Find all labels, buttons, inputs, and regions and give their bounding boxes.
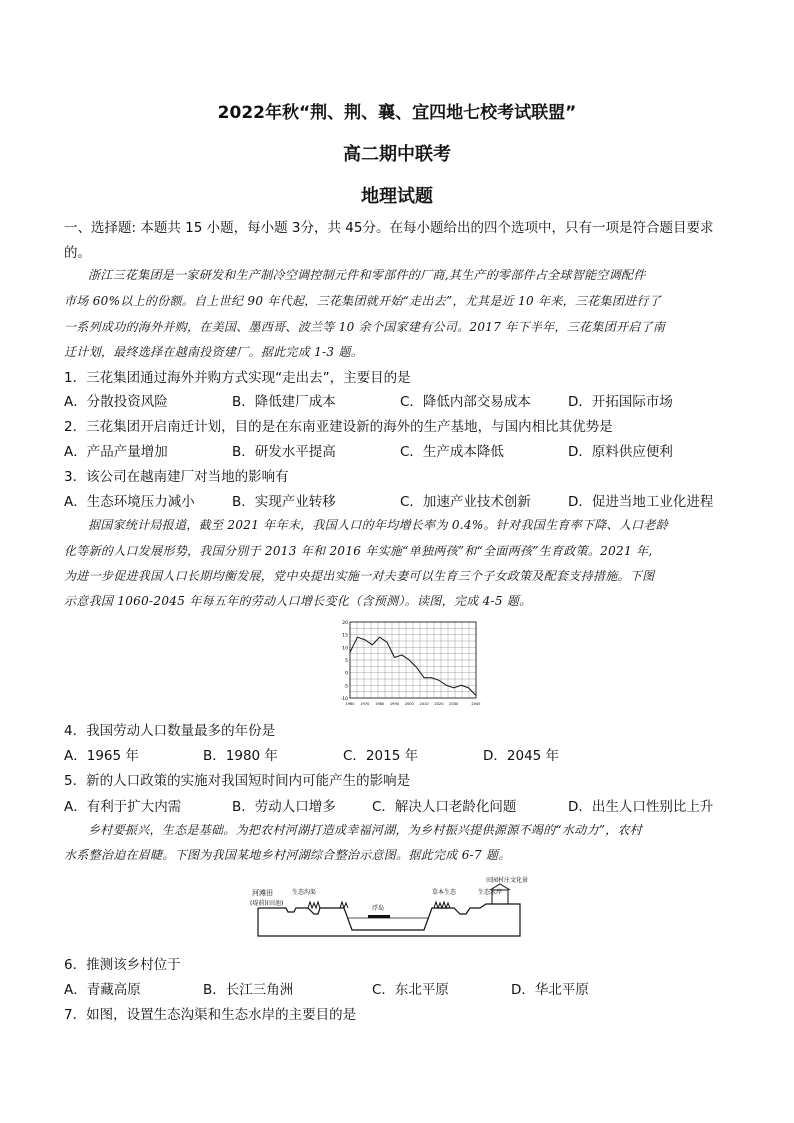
question-4-stem: 4．我国劳动人口数量最多的年份是 xyxy=(64,723,276,739)
q2-option-d[interactable]: D．原料供应便利 xyxy=(568,444,673,460)
y-tick-label: -5 xyxy=(343,684,348,690)
q5-option-d[interactable]: D．出生人口性别比上升 xyxy=(568,799,714,815)
label-farm-sub: (堤前)(田池) xyxy=(250,900,284,907)
label-village: 田园村庄文化景 xyxy=(486,877,529,884)
q6-option-c[interactable]: C．东北平原 xyxy=(372,982,449,998)
x-tick-label: 2010 xyxy=(419,702,429,706)
q3-option-b[interactable]: B．实现产业转移 xyxy=(232,494,336,510)
exam-subtitle: 高二期中联考 xyxy=(343,144,451,165)
q1-option-c[interactable]: C．降低内部交易成本 xyxy=(400,394,531,410)
y-tick-label: -10 xyxy=(340,697,348,702)
question-1-stem: 1．三花集团通过海外并购方式实现“走出去”，主要目的是 xyxy=(64,370,411,386)
labor-growth-chart xyxy=(336,618,482,708)
q2-option-b[interactable]: B．研发水平提高 xyxy=(232,444,336,460)
x-tick-label: 1960 xyxy=(345,702,355,706)
q4-option-a[interactable]: A．1965 年 xyxy=(64,748,139,764)
x-tick-label: 2045 xyxy=(471,702,481,706)
passage-3-line: 水系整治迫在眉睫。下图为我国某地乡村河湖综合整治示意图。据此完成 6-7 题。 xyxy=(64,848,511,862)
q4-option-d[interactable]: D．2045 年 xyxy=(483,748,560,764)
y-tick-label: 0 xyxy=(345,671,348,677)
chart-y-ticks xyxy=(341,620,348,702)
q4-option-b[interactable]: B．1980 年 xyxy=(203,748,278,764)
y-tick-label: 20 xyxy=(342,621,348,626)
x-tick-label: 1990 xyxy=(389,702,400,706)
label-shore: 生态水岸 xyxy=(478,889,503,896)
passage-1-line: 迁计划，最终选择在越南投资建厂。据此完成 1-3 题。 xyxy=(64,345,364,359)
q6-option-b[interactable]: B．长江三角洲 xyxy=(203,982,294,998)
passage-1-line: 浙江三花集团是一家研发和生产制冷空调控制元件和零部件的厂商,其生产的零部件占全球智能空调配件 xyxy=(88,268,646,282)
question-3-stem: 3．该公司在越南建厂对当地的影响有 xyxy=(64,469,289,485)
y-tick-label: 15 xyxy=(342,633,348,639)
label-ditch: 生态沟渠 xyxy=(292,889,317,896)
ground-profile xyxy=(258,904,520,936)
q1-option-a[interactable]: A．分散投资风险 xyxy=(64,394,168,410)
x-tick-label: 2020 xyxy=(434,702,444,706)
question-5-stem: 5．新的人口政策的实施对我国短时间内可能产生的影响是 xyxy=(64,773,411,789)
passage-3-line: 乡村要振兴，生态是基础。为把农村河湖打造成幸福河湖，为乡村振兴提供源源不竭的“水动力”，农村 xyxy=(88,823,643,837)
river-cross-section-diagram xyxy=(248,868,530,940)
passage-1-line: 市场 60%以上的份额。自上世纪 90 年代起，三花集团就开始“走出去”，尤其是近 10 年来，三花集团进行了 xyxy=(64,294,662,308)
section-instruction: 一、选择题: 本题共 15 小题，每小题 3分，共 45分。在每小题给出的四个选项中，只有一项是符合题目要求 xyxy=(64,220,714,236)
q1-option-b[interactable]: B．降低建厂成本 xyxy=(232,394,336,410)
question-6-stem: 6．推测该乡村位于 xyxy=(64,957,181,973)
passage-2-line: 化等新的人口发展形势，我国分别于 2013 年和 2016 年实施“单独两孩”和“全面两孩”生育政策。2021 年, xyxy=(64,544,653,558)
x-tick-label: 2000 xyxy=(404,702,414,706)
section-instruction-cont: 的。 xyxy=(64,245,91,261)
passage-2-line: 据国家统计局报道，截至 2021 年年末，我国人口的年均增长率为 0.4%。针对我国生育率下降、人口老龄 xyxy=(88,518,669,532)
y-tick-label: 5 xyxy=(345,659,348,664)
exam-title: 2022年秋“荆、荆、襄、宜四地七校考试联盟” xyxy=(217,103,577,123)
q3-option-a[interactable]: A．生态环境压力减小 xyxy=(64,494,195,510)
q5-option-c[interactable]: C．解决人口老龄化问题 xyxy=(372,799,517,815)
q5-option-b[interactable]: B．劳动人口增多 xyxy=(232,799,336,815)
q3-option-d[interactable]: D．促进当地工业化进程 xyxy=(568,494,714,510)
passage-2-line: 示意我国 1060-2045 年每五年的劳动人口增长变化（含预测）。读图，完成 4-5 题。 xyxy=(64,594,532,608)
label-grass: 草本生态 xyxy=(432,889,457,896)
x-tick-label: 2030 xyxy=(449,702,459,706)
q6-option-a[interactable]: A．青藏高原 xyxy=(64,982,141,998)
q2-option-c[interactable]: C．生产成本降低 xyxy=(400,444,504,460)
x-tick-label: 1980 xyxy=(375,702,385,706)
q3-option-c[interactable]: C．加速产业技术创新 xyxy=(400,494,531,510)
subject-title: 地理试题 xyxy=(361,186,433,207)
q6-option-d[interactable]: D．华北平原 xyxy=(511,982,589,998)
y-tick-label: 10 xyxy=(342,646,348,652)
x-tick-label: 1970 xyxy=(360,702,370,706)
passage-1-line: 一系列成功的海外并购，在美国、墨西哥、波兰等 10 余个国家建有公司。2017 年下半年，三花集团开启了南 xyxy=(64,320,666,334)
chart-x-ticks xyxy=(345,702,480,706)
label-island: 浮岛 xyxy=(372,905,385,912)
passage-2-line: 为进一步促进我国人口长期均衡发展，党中央提出实施一对夫妻可以生育三个子女政策及配套支持措施。下图 xyxy=(64,569,655,583)
q4-option-c[interactable]: C．2015 年 xyxy=(343,748,419,764)
label-farm: 河滩田 xyxy=(252,889,273,897)
q5-option-a[interactable]: A．有利于扩大内需 xyxy=(64,799,182,815)
q1-option-d[interactable]: D．开拓国际市场 xyxy=(568,394,673,410)
q2-option-a[interactable]: A．产品产量增加 xyxy=(64,444,168,460)
question-2-stem: 2．三花集团开启南迁计划，目的是在东南亚建设新的海外的生产基地，与国内相比其优势是 xyxy=(64,419,613,435)
question-7-stem: 7．如图，设置生态沟渠和生态水岸的主要目的是 xyxy=(64,1007,357,1023)
floating-island xyxy=(368,915,390,918)
